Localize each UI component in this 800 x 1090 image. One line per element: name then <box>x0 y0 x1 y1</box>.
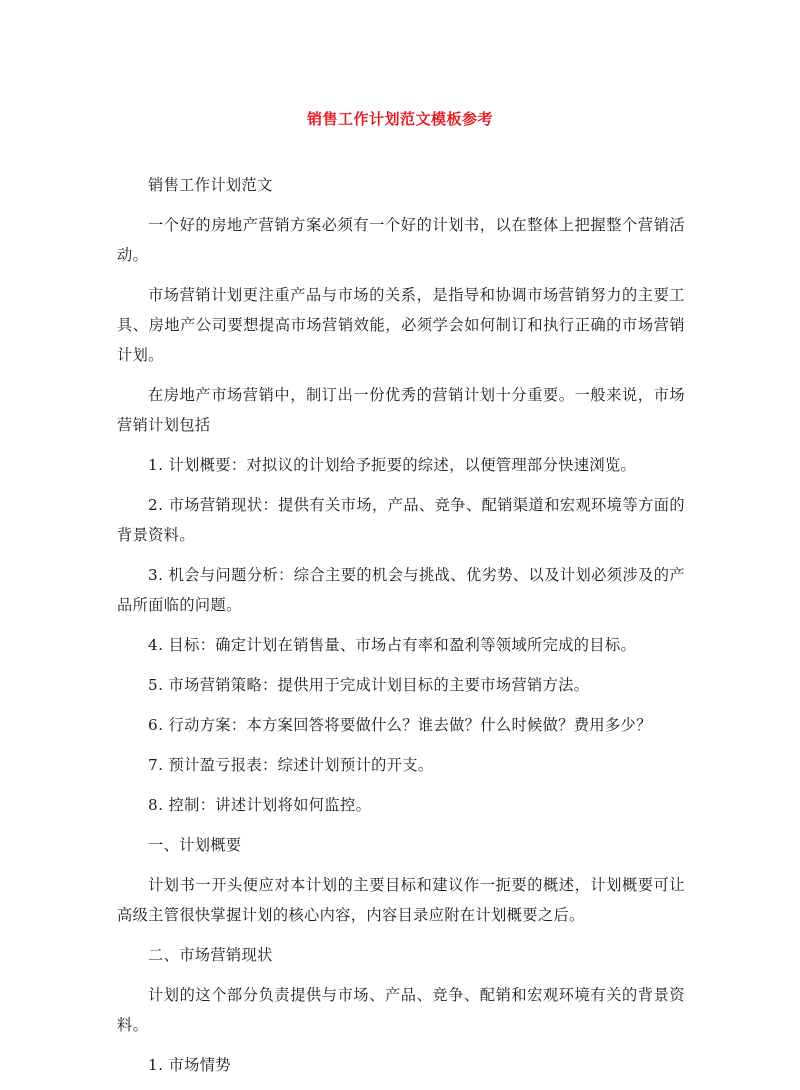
paragraph-plan-summary: 计划书一开头便应对本计划的主要目标和建议作一扼要的概述，计划概要可让高级主管很快掌握计划的核心内容，内容目录应附在计划概要之后。 <box>117 876 685 924</box>
list-item-plan-summary: 1. 计划概要：对拟议的计划给予扼要的综述，以便管理部分快速浏览。 <box>148 456 637 474</box>
paragraph-market-status: 计划的这个部分负责提供与市场、产品、竞争、配销和宏观环境有关的背景资料。 <box>117 986 685 1034</box>
paragraph-intro: 一个好的房地产营销方案必须有一个好的计划书，以在整体上把握整个营销活动。 <box>117 216 685 264</box>
list-item-control: 8. 控制：讲述计划将如何监控。 <box>148 796 372 814</box>
list-item-strategy: 5. 市场营销策略：提供用于完成计划目标的主要市场营销方法。 <box>148 676 590 694</box>
list-item-market-status: 2. 市场营销现状：提供有关市场，产品、竞争、配销渠道和宏观环境等方面的背景资料。 <box>117 496 685 544</box>
paragraph-intro-heading: 销售工作计划范文 <box>148 176 273 194</box>
paragraph-plan-includes: 在房地产市场营销中，制订出一份优秀的营销计划十分重要。一般来说，市场营销计划包括 <box>117 386 685 434</box>
document-body <box>117 170 685 1090</box>
list-item-opportunity-analysis: 3. 机会与问题分析：综合主要的机会与挑战、优劣势、以及计划必须涉及的产品所面临的问题。 <box>117 566 685 614</box>
section-heading-plan-summary: 一、计划概要 <box>148 836 242 854</box>
list-item-objectives: 4. 目标：确定计划在销售量、市场占有率和盈利等领域所完成的目标。 <box>148 636 637 654</box>
list-item-profit-loss: 7. 预计盈亏报表：综述计划预计的开支。 <box>148 756 434 774</box>
document-title: 销售工作计划范文模板参考 <box>306 110 493 128</box>
section-heading-market-status: 二、市场营销现状 <box>148 946 273 964</box>
list-item-action-plan: 6. 行动方案：本方案回答将要做什么？谁去做？什么时候做？费用多少？ <box>148 716 652 734</box>
subsection-heading-market-situation: 1. 市场情势 <box>148 1056 231 1074</box>
paragraph-marketing-plan: 市场营销计划更注重产品与市场的关系，是指导和协调市场营销努力的主要工具、房地产公司要想提高市场营销效能，必须学会如何制订和执行正确的市场营销计划。 <box>117 286 685 364</box>
